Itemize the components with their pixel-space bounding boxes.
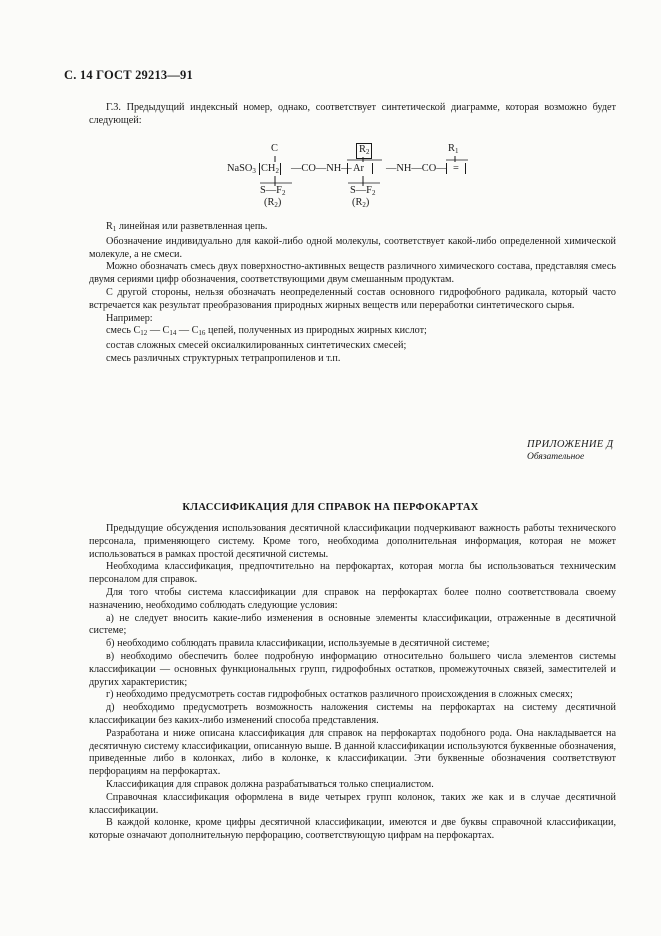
condition-item: б) необходимо соблюдать правила классификации, используемые в десятичной системе; bbox=[106, 638, 490, 650]
example-item: состав сложных смесей оксиалкилированных синтетических смесей; bbox=[106, 340, 407, 352]
formula-r2-box: $R_2$ bbox=[356, 143, 372, 159]
condition-item: д) необходимо предусмотреть возможность наложения системы на перфокартах на систему десятичной классификации без каких-либо изменений способа представления. bbox=[89, 702, 616, 726]
body-paragraph: В каждой колонке, кроме цифры десятичной классификации, имеются и две буквы справочной классификации, которые означают дополнительную перфорацию, соответствующую цифрам на перфокартах. bbox=[89, 817, 616, 842]
r1-definition: $R_1$ линейная или разветвленная цепь. bbox=[106, 221, 268, 233]
formula-r2-left: $(R_2)$ bbox=[264, 197, 282, 209]
example-label: Например: bbox=[106, 312, 153, 324]
formula-conamid-1: —CO—NH— bbox=[291, 163, 352, 174]
section-body bbox=[89, 523, 616, 843]
paragraph-individual: Обозначение индивидуально для какой-либо одной молекулы, соответствует какой-либо определенной химической молекуле, а не смеси. bbox=[89, 235, 616, 260]
formula-bonds bbox=[0, 0, 661, 220]
formula-sf-right: $S—F_2$ bbox=[350, 185, 376, 197]
condition-item: г) необходимо предусмотреть состав гидрофобных остатков различного происхождения в сложных смесях; bbox=[106, 689, 573, 701]
body-paragraph: Необходима классификация, предпочтительно на перфокартах, которая могла бы использоваться техническим персоналом для справок. bbox=[89, 561, 616, 586]
intro-text: Г.3. Предыдущий индексный номер, однако, соответствует синтетической диаграмме, которая возможно будет следующей: bbox=[89, 102, 616, 127]
formula-c-label: C bbox=[271, 143, 278, 154]
example-item: смесь $С_{12}$ — $С_{14}$ — $С_{16}$ цепей, полученных из природных жирных кислот; bbox=[106, 325, 427, 338]
body-paragraph: Для того чтобы система классификации для справок на перфокартах более полно соответствовала своему назначению, необходимо соблюдать следующие условия: bbox=[89, 586, 616, 611]
formula-sf-left: $S—F_2$ bbox=[260, 185, 286, 197]
appendix-status: Обязательное bbox=[527, 452, 585, 462]
formula-r2-right: $(R_2)$ bbox=[352, 197, 370, 209]
example-item: смесь различных структурных тетрапропиленов и т.п. bbox=[106, 352, 341, 364]
appendix-label: ПРИЛОЖЕНИЕ Д bbox=[527, 439, 614, 450]
condition-item: а) не следует вносить какие-либо изменения в основные элементы классификации, отраженные в десятичной системе; bbox=[89, 612, 616, 637]
body-paragraph: Разработана и ниже описана классификация для справок на перфокартах подобного рода. Она накладывается на десятичную систему классификации, описанную выше. В данной классификации используются буквенные обозначения, приведенные либо в колонках, либо в колонке, к классификации. Эти буквенные обозначения соответствуют перфорациям на перфокартах. bbox=[89, 727, 616, 778]
chemical-formula bbox=[0, 0, 661, 220]
formula-explanation bbox=[89, 221, 616, 366]
formula-ring-end: = bbox=[446, 163, 466, 174]
formula-ch2: $CH_2$ bbox=[261, 163, 279, 175]
paragraph-mixture: Можно обозначать смесь двух поверхностно-активных веществ различного химического состава, представляя смесь двумя сериями цифр обозначения, соответствующими двум смешанным продуктам. bbox=[89, 261, 616, 286]
formula-aryl: Ar bbox=[347, 163, 373, 174]
body-paragraph: Справочная классификация оформлена в виде четырех групп колонок, таких же как и в случае десятичной классификации. bbox=[89, 791, 616, 816]
body-paragraph: Классификация для справок должна разрабатываться только специалистом. bbox=[106, 778, 434, 790]
paragraph-undefined: С другой стороны, нельзя обозначать неопределенный состав основного гидрофобного радикала, который часто встречается как результат преобразования природных жирных веществ или переработки синтетического сырья. bbox=[89, 286, 616, 311]
body-paragraph: Предыдущие обсуждения использования десятичной классификации подчеркивают важность работы технического персонала, применяющего систему. Кроме того, необходима дополнительная информация, которая не может использоваться в рамках простой десятичной системы. bbox=[89, 523, 616, 560]
formula-conamid-2: —NH—CO— bbox=[386, 163, 447, 174]
formula-r1-label: $R_1$ bbox=[448, 143, 459, 155]
formula-naso3: NaSO$_3$ bbox=[227, 163, 256, 175]
condition-item: в) необходимо обеспечить более подробную информацию относительно большего числа элементов системы классификации — основных функциональных групп, гидрофобных остатков, промежуточных связей, заместителей и других характеристик; bbox=[89, 650, 616, 688]
page-header: С. 14 ГОСТ 29213—91 bbox=[64, 68, 193, 82]
section-title: КЛАССИФИКАЦИЯ ДЛЯ СПРАВОК НА ПЕРФОКАРТАХ bbox=[182, 502, 479, 513]
